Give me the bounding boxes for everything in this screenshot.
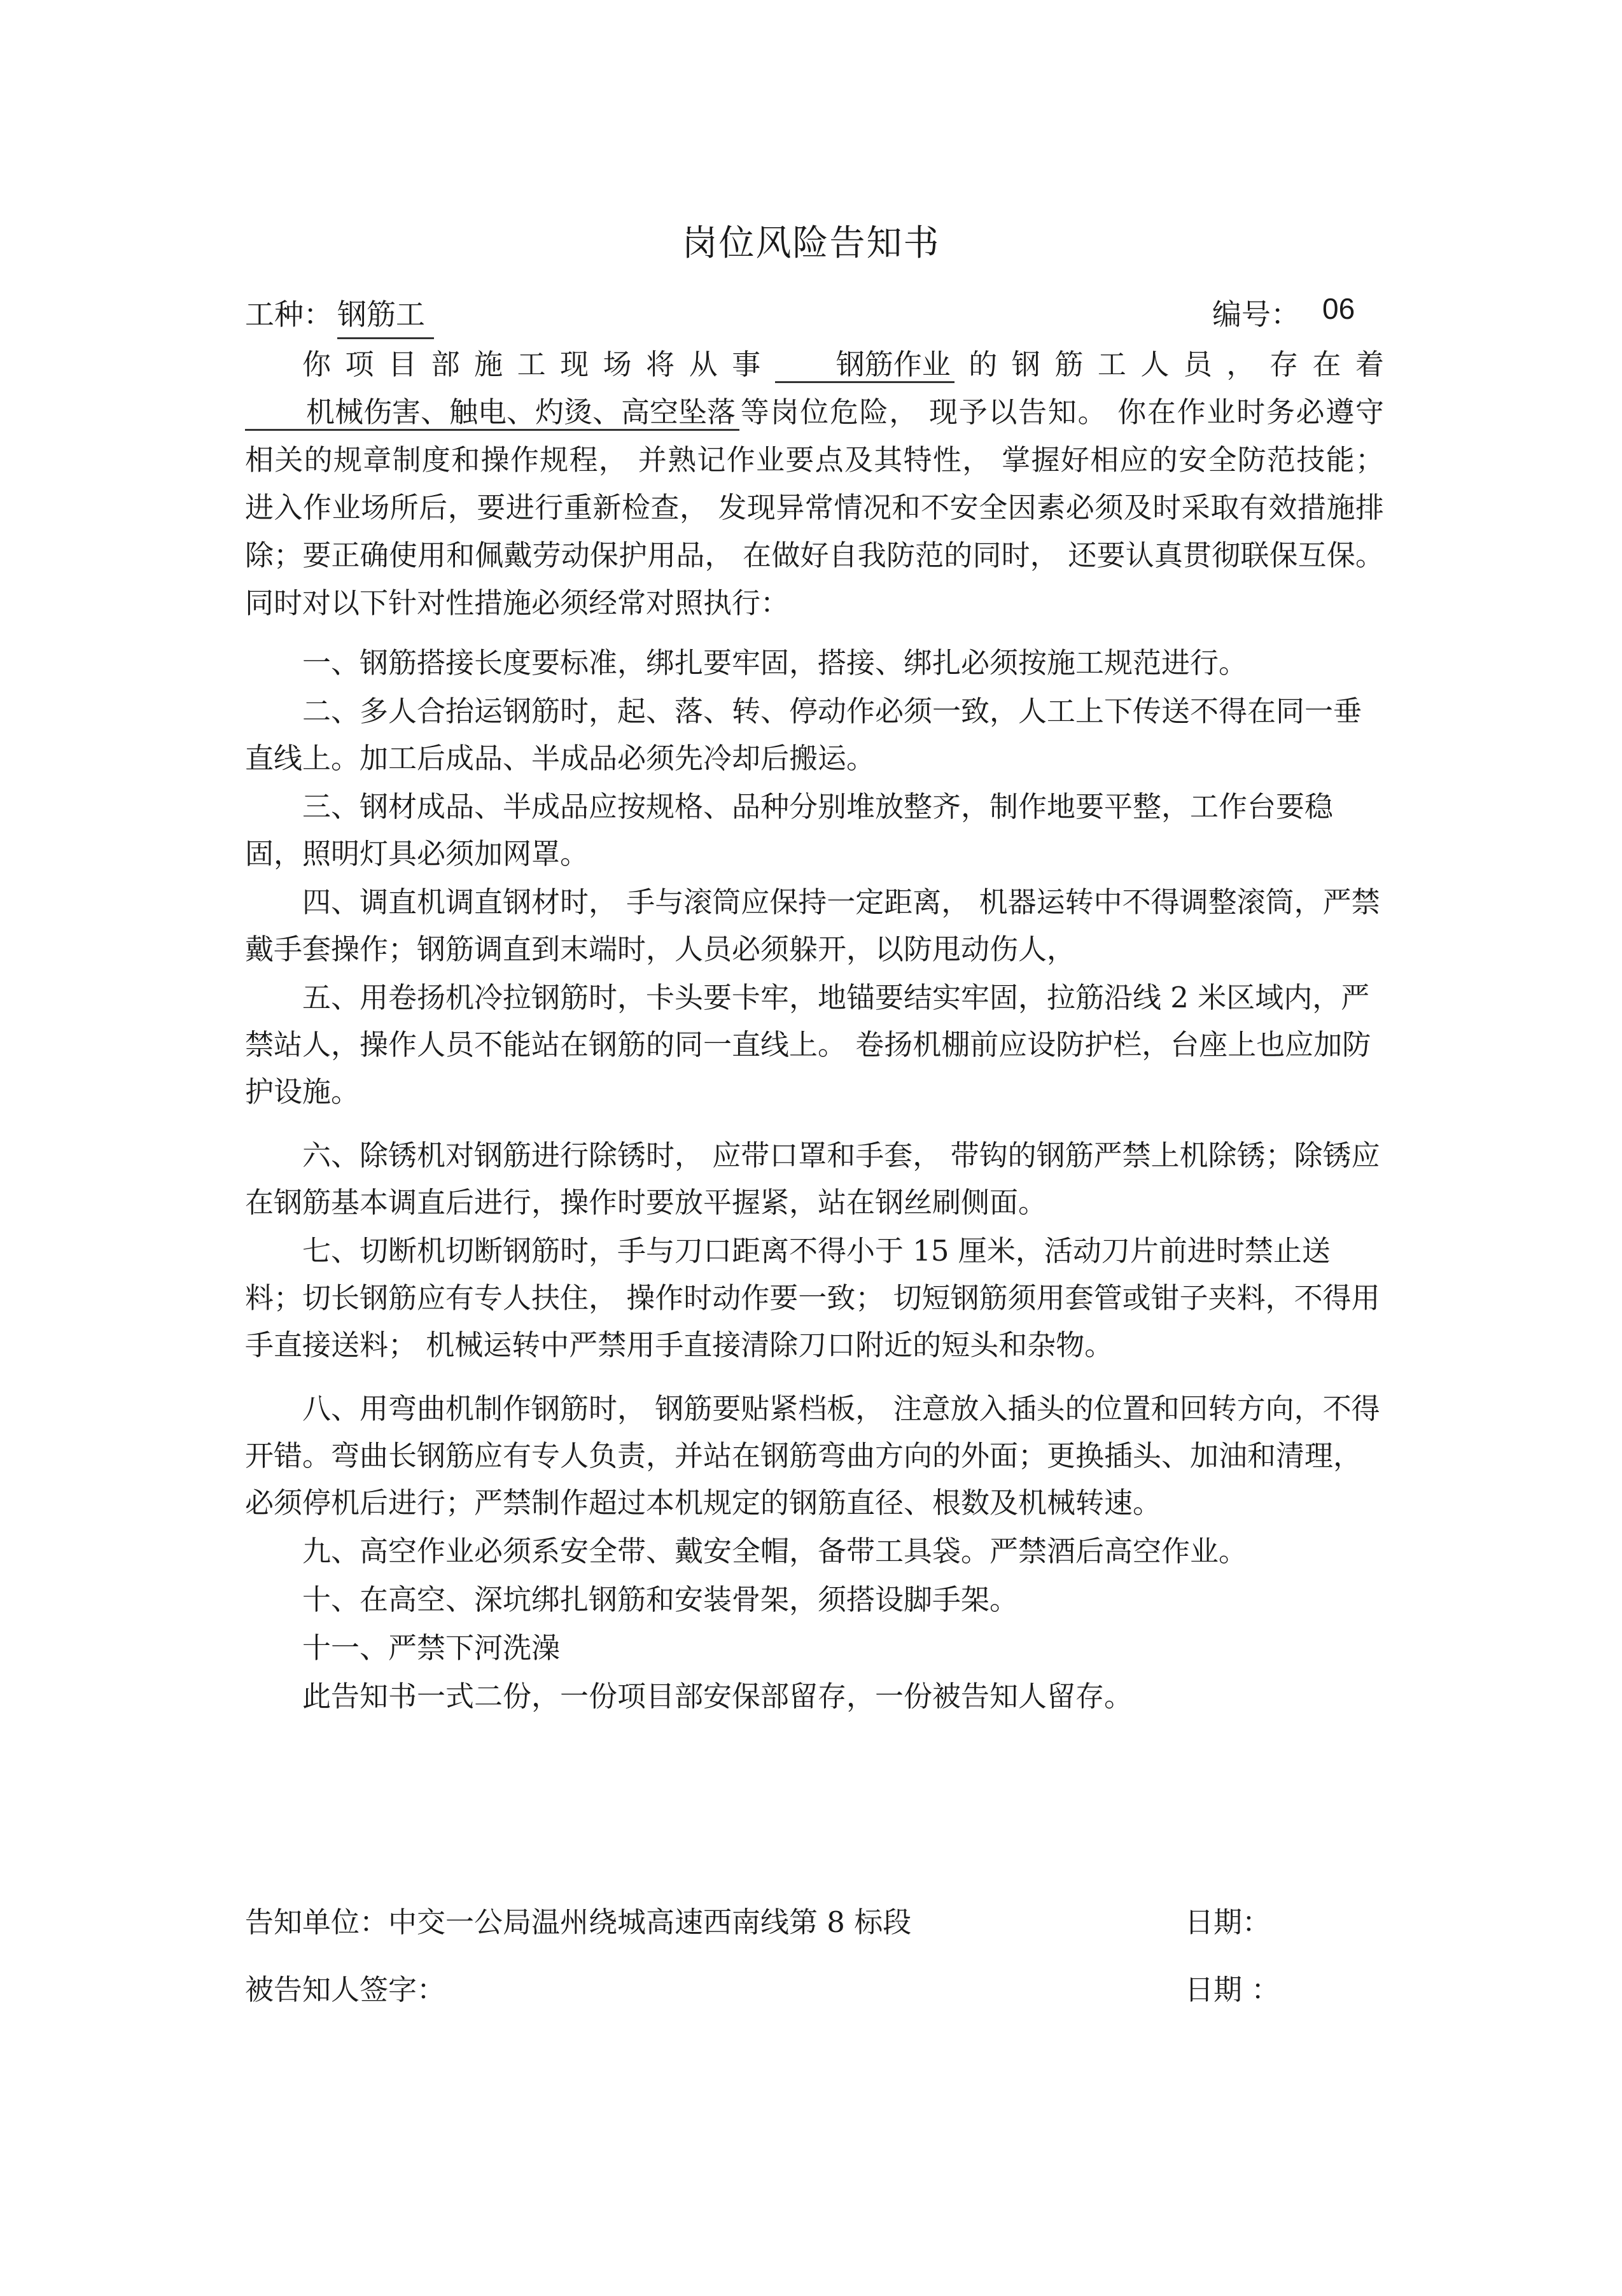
code-label: 编号：	[1212, 297, 1300, 332]
rules-list	[245, 640, 1384, 1721]
document-title: 岗位风险告知书	[682, 223, 940, 264]
rule-item: 十一、严禁下河洗澡	[302, 1631, 561, 1665]
intro-text-2: 的钢筋工人员，存在着	[954, 347, 1384, 381]
rule-item: 三、钢材成品、半成品应按规格、品种分别堆放整齐，制作地要平整，工作台要稳固，照明灯具必须加网罩。	[245, 790, 1334, 871]
rule-item: 五、用卷扬机冷拉钢筋时，卡头要卡牢，地锚要结实牢固，拉筋沿线 2 米区域内，严禁站人，操作人员不能站在钢筋的同一直线上。 卷扬机棚前应设防护栏，台座上也应加防护设施。	[245, 981, 1371, 1109]
intro-paragraph	[245, 340, 1384, 627]
intro-text-3: 等岗位危险， 现予以告知。 你在作业时务必遵守相关的规章制度和操作规程， 并熟记作业要点及其特性， 掌握好相应的安全防范技能； 进入作业场所后，要进行重新检查， 发现异常情况和不安全因素必须及时采取有效措施排除；要正确使用和佩戴劳动保护用品， 在做好自我防范的同时， 还要认真贯彻联保互保。同时对以下针对性措施必须经常对照执行：	[245, 395, 1384, 620]
code-value: 06	[1322, 292, 1355, 325]
notifying-unit: 告知单位：中交一公局温州绕城高速西南线第 8 标段	[245, 1905, 912, 1939]
rule-item: 一、钢筋搭接长度要标准，绑扎要牢固，搭接、绑扎必须按施工规范进行。	[302, 646, 1248, 680]
rule-item: 八、用弯曲机制作钢筋时， 钢筋要贴紧档板， 注意放入插头的位置和回转方向，不得开错。弯曲长钢筋应有专人负责，并站在钢筋弯曲方向的外面；更换插头、加油和清理，必须停机后进行；严禁制作超过本机规定的钢筋直径、根数及机械转速。	[245, 1392, 1380, 1520]
hazards-underlined: 机械伤害、触电、灼烫、高空坠落	[245, 396, 739, 431]
rule-item: 十、在高空、深坑绑扎钢筋和安装骨架，须搭设脚手架。	[302, 1583, 1019, 1616]
date-label-2: 日期 ：	[1185, 1973, 1280, 2006]
rule-item: 二、多人合抬运钢筋时，起、落、转、停动作必须一致，人工上下传送不得在同一垂直线上。加工后成品、半成品必须先冷却后搬运。	[245, 694, 1362, 775]
rule-item: 六、除锈机对钢筋进行除锈时， 应带口罩和手套， 带钩的钢筋严禁上机除锈；除锈应在钢筋基本调直后进行，操作时要放平握紧，站在钢丝刷侧面。	[245, 1138, 1380, 1219]
signee-label: 被告知人签字：	[245, 1973, 446, 2006]
intro-text-1: 你项目部施工现场将从事	[302, 347, 775, 381]
trade-value: 钢筋工	[337, 291, 434, 339]
rule-item: 四、调直机调直钢材时， 手与滚筒应保持一定距离， 机器运转中不得调整滚筒，严禁戴手套操作；钢筋调直到末端时，人员必须躲开，以防甩动伤人，	[245, 885, 1380, 966]
rule-item: 七、切断机切断钢筋时，手与刀口距离不得小于 15 厘米，活动刀片前进时禁止送料；切长钢筋应有专人扶住， 操作时动作要一致； 切短钢筋须用套管或钳子夹料，不得用手直接送料； 机械运转中严禁用手直接清除刀口附近的短头和杂物。	[245, 1234, 1380, 1362]
work-type-underlined: 钢筋作业	[775, 348, 954, 383]
date-label-1: 日期：	[1185, 1905, 1271, 1939]
closing-note: 此告知书一式二份，一份项目部安保部留存，一份被告知人留存。	[302, 1679, 1133, 1713]
rule-item: 九、高空作业必须系安全带、戴安全帽，备带工具袋。严禁酒后高空作业。	[302, 1534, 1248, 1568]
trade-label: 工种：	[245, 297, 333, 332]
